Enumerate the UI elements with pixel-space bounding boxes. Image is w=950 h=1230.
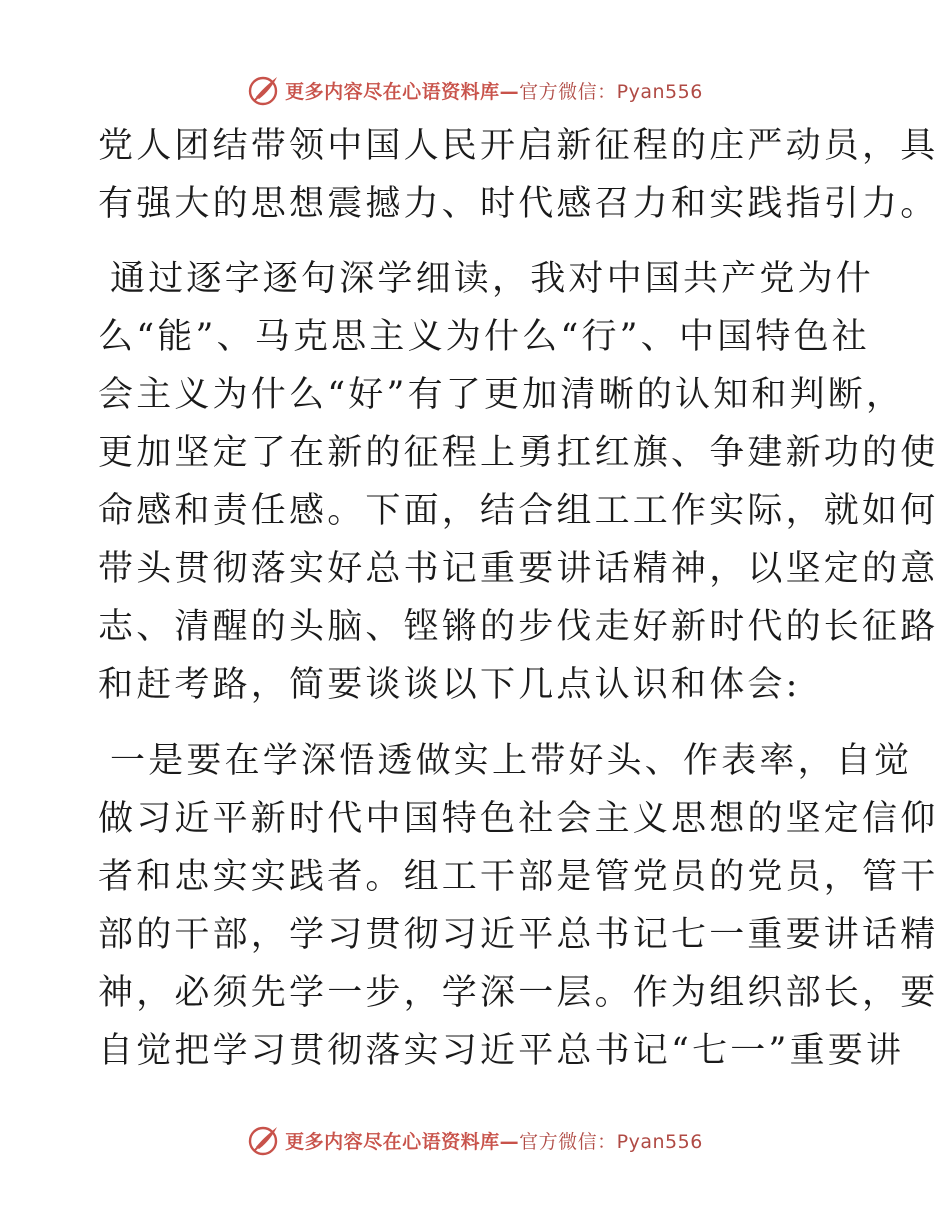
watermark-text: [285, 77, 703, 104]
text-line: 部的干部，学习贯彻习近平总书记七一重要讲话精: [98, 915, 939, 955]
text-line: 通过逐字逐句深学细读，我对中国共产党为什: [110, 259, 875, 299]
text-line: 做习近平新时代中国特色社会主义思想的坚定信仰: [98, 799, 939, 839]
text-line: 志、清醒的头脑、铿锵的步伐走好新时代的长征路: [98, 607, 939, 647]
text-line: 带头贯彻落实好总书记重要讲话精神，以坚定的意: [98, 549, 939, 589]
text-line: 会主义为什么“好”有了更加清晰的认知和判断，: [98, 375, 905, 415]
watermark-main-text: 更多内容尽在心语资料库: [285, 80, 500, 103]
text-line: 有强大的思想震撼力、时代感召力和实践指引力。: [98, 184, 939, 224]
text-line: 一是要在学深悟透做实上带好头、作表率，自觉: [110, 741, 913, 781]
watermark-wechat-text: 官方微信：Pyan556: [519, 1130, 703, 1153]
quill-logo-icon: [247, 73, 281, 107]
watermark-wechat-text: 官方微信：Pyan556: [519, 80, 703, 103]
header-watermark: [0, 70, 950, 110]
text-line: 自觉把学习贯彻落实习近平总书记“七一”重要讲: [98, 1031, 905, 1071]
quill-logo-icon: [247, 1123, 281, 1157]
text-line: 党人团结带领中国人民开启新征程的庄严动员，具: [98, 126, 939, 166]
text-line: 者和忠实实践者。组工干部是管党员的党员，管干: [98, 857, 939, 897]
watermark-separator: —: [499, 1130, 520, 1153]
watermark-text: [285, 1127, 703, 1154]
watermark-separator: —: [499, 80, 520, 103]
text-line: 命感和责任感。下面，结合组工工作实际，就如何: [98, 491, 939, 531]
text-line: 更加坚定了在新的征程上勇扛红旗、争建新功的使: [98, 433, 939, 473]
watermark-main-text: 更多内容尽在心语资料库: [285, 1130, 500, 1153]
text-line: 么“能”、马克思主义为什么“行”、中国特色社: [98, 317, 870, 357]
text-line: 和赶考路，简要谈谈以下几点认识和体会:: [98, 665, 801, 705]
footer-watermark: [0, 1120, 950, 1160]
text-line: 神，必须先学一步，学深一层。作为组织部长，要: [98, 973, 939, 1013]
